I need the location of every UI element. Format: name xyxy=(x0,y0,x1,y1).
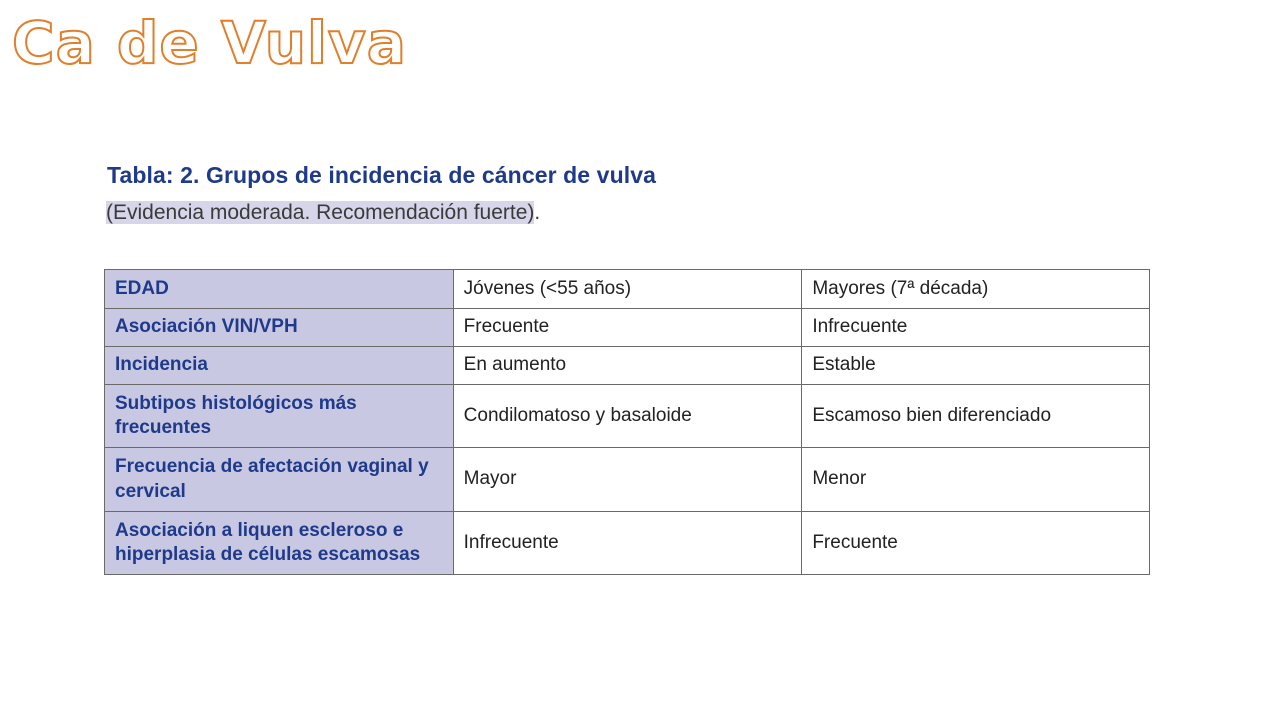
table-caption: Tabla: 2. Grupos de incidencia de cáncer de vulva xyxy=(107,162,656,188)
table-row xyxy=(105,385,1150,448)
row-header-cell: Subtipos histológicos más frecuentes xyxy=(105,385,454,448)
older-group-cell: Estable xyxy=(802,347,1150,385)
young-group-cell: Condilomatoso y basaloide xyxy=(453,385,802,448)
table-row xyxy=(105,347,1150,385)
table-row xyxy=(105,309,1150,347)
older-group-cell: Menor xyxy=(802,448,1150,512)
table-row xyxy=(105,512,1150,575)
row-header-cell: EDAD xyxy=(105,270,454,309)
evidence-note-period: . xyxy=(534,201,541,224)
evidence-note xyxy=(106,201,540,225)
older-group-cell: Mayores (7ª década) xyxy=(802,270,1150,309)
row-header-cell: Asociación a liquen escleroso e hiperplasia de células escamosas xyxy=(105,512,454,575)
row-header-cell: Asociación VIN/VPH xyxy=(105,309,454,347)
slide-title: Ca de Vulva xyxy=(12,9,407,77)
young-group-cell: Infrecuente xyxy=(453,512,802,575)
row-header-cell: Incidencia xyxy=(105,347,454,385)
young-group-cell: Frecuente xyxy=(453,309,802,347)
row-header-cell: Frecuencia de afectación vaginal y cervical xyxy=(105,448,454,512)
table-row xyxy=(105,448,1150,512)
table-row xyxy=(105,270,1150,309)
evidence-note-highlight: (Evidencia moderada. Recomendación fuerte) xyxy=(106,201,535,224)
incidence-table xyxy=(104,269,1150,575)
young-group-cell: Jóvenes (<55 años) xyxy=(453,270,802,309)
young-group-cell: Mayor xyxy=(453,448,802,512)
young-group-cell: En aumento xyxy=(453,347,802,385)
older-group-cell: Infrecuente xyxy=(802,309,1150,347)
older-group-cell: Frecuente xyxy=(802,512,1150,575)
older-group-cell: Escamoso bien diferenciado xyxy=(802,385,1150,448)
